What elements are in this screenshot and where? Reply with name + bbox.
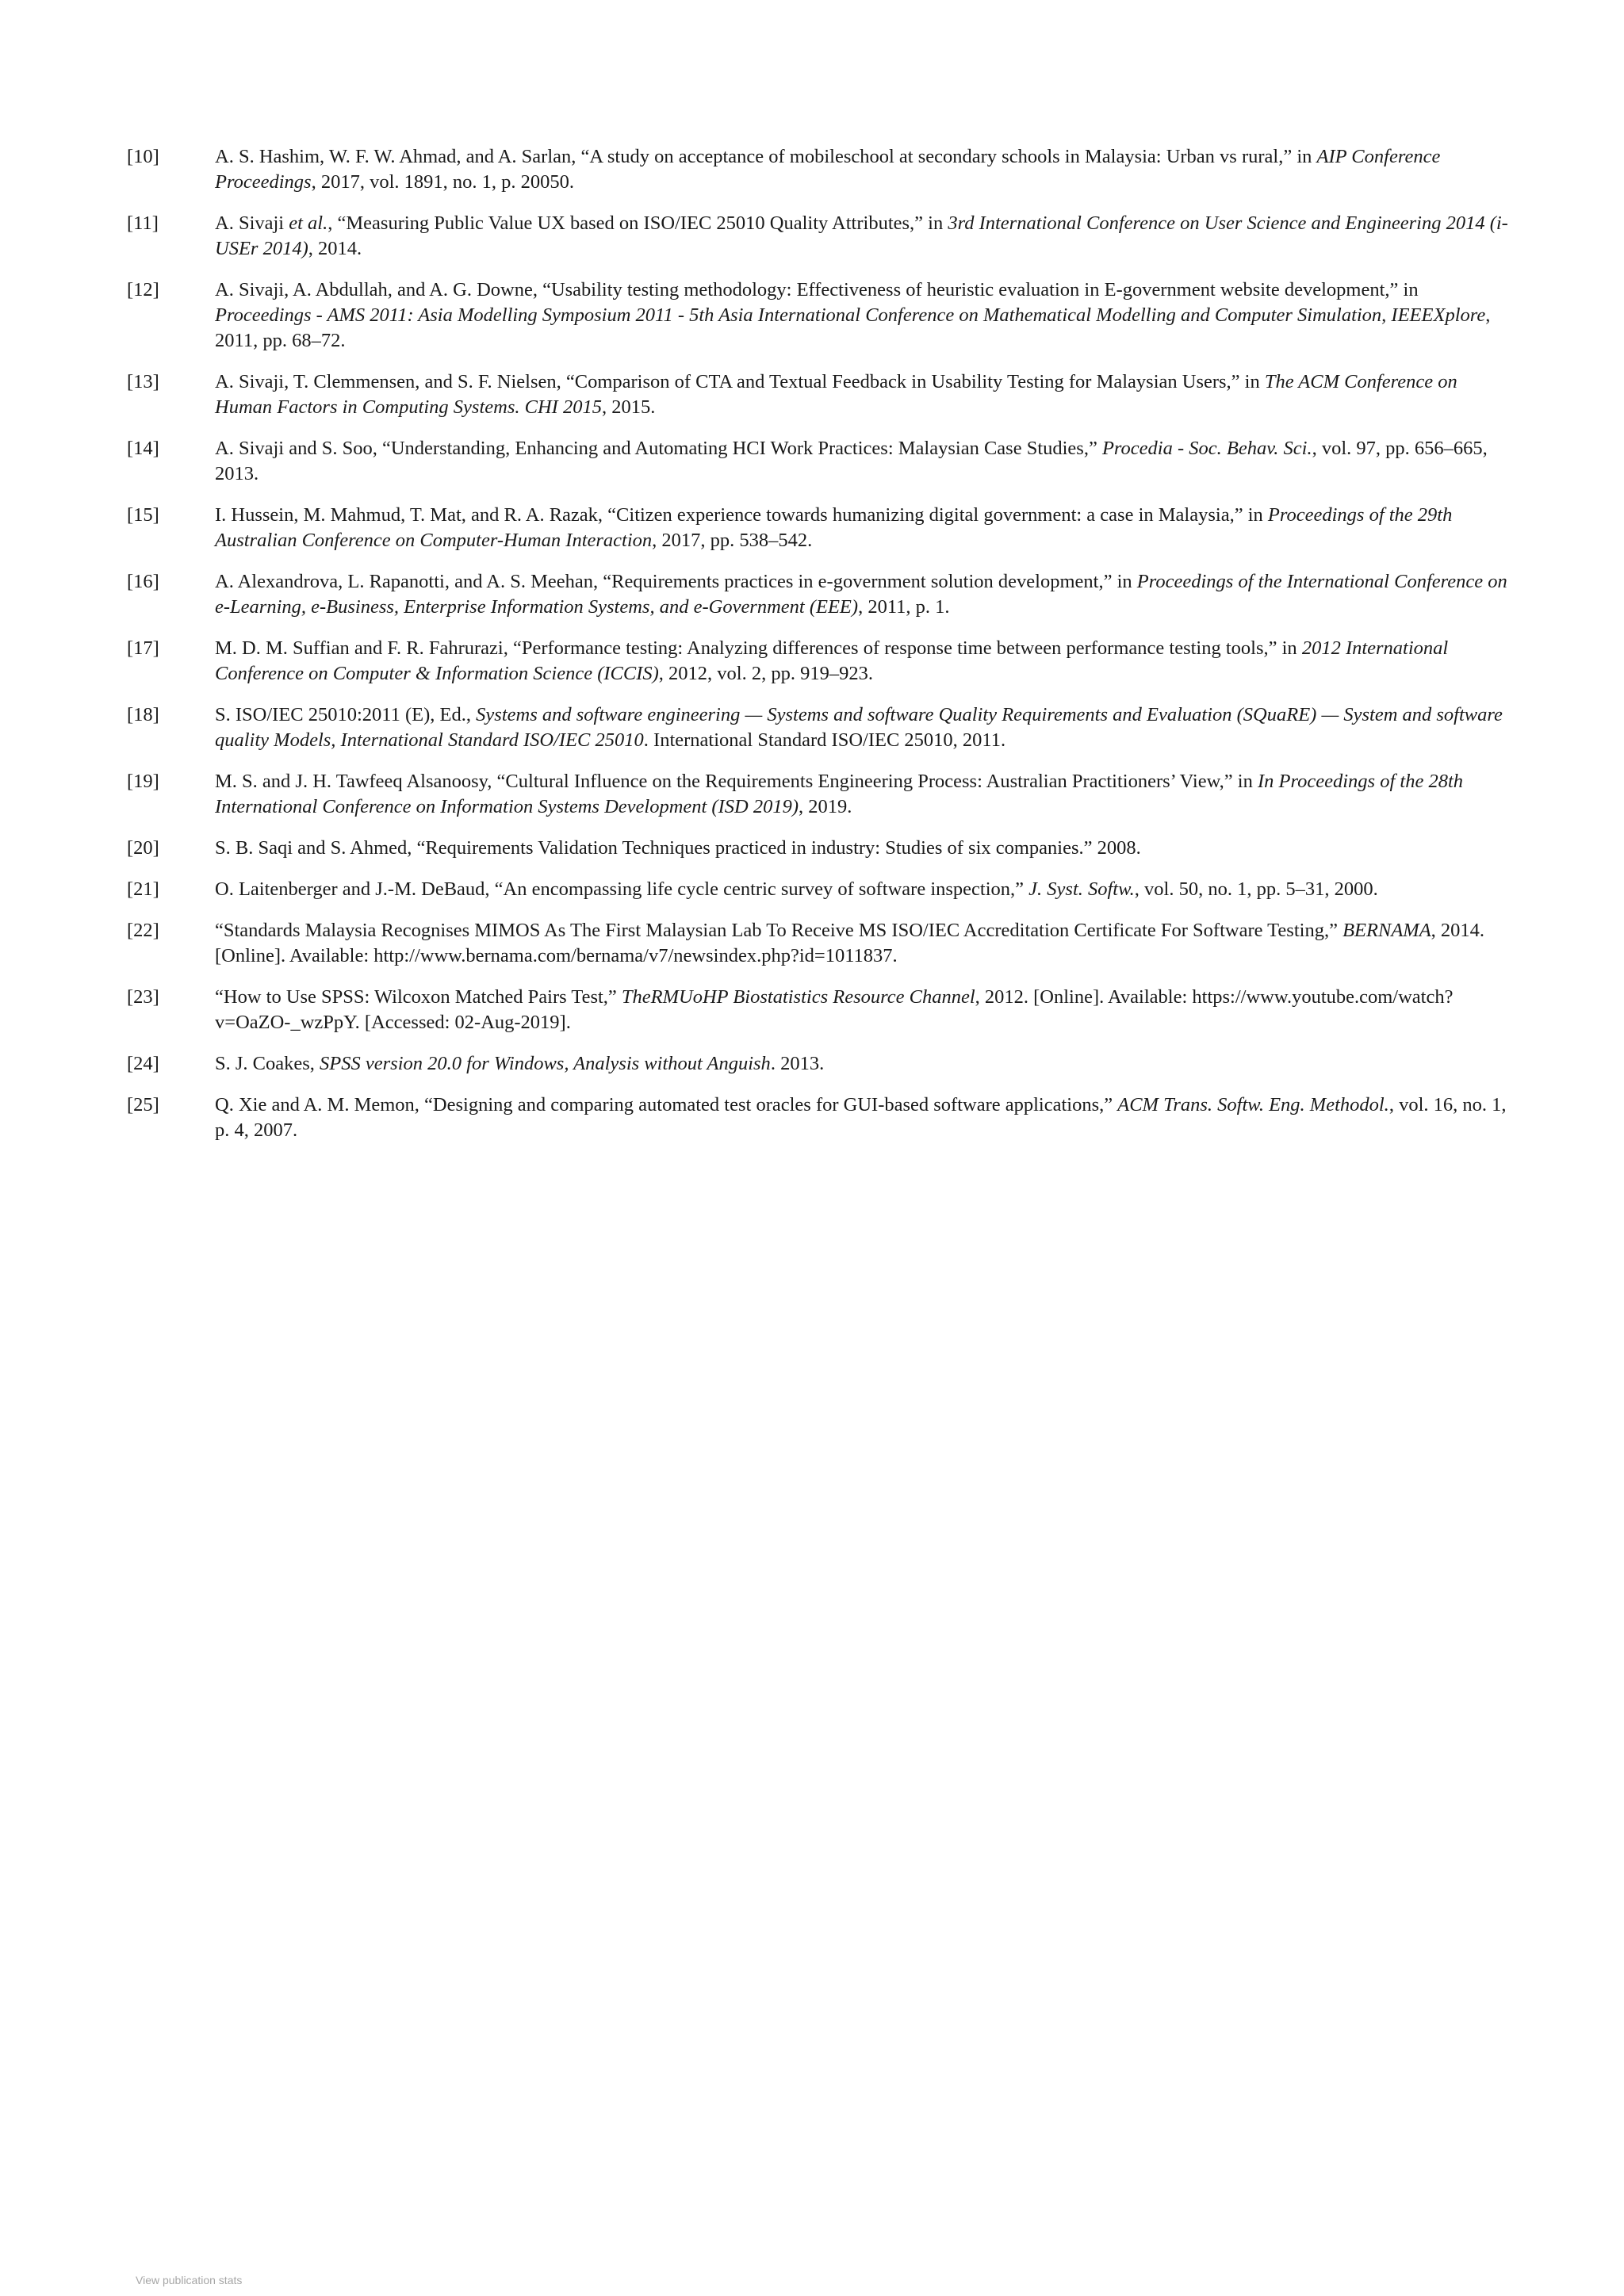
reference-text xyxy=(215,569,1511,620)
reference-text xyxy=(215,702,1511,753)
reference-segment: M. S. and J. H. Tawfeeq Alsanoosy, “Cultural Influence on the Requirements Engineering Process: Australian Practitioners’ View,” in xyxy=(215,771,1258,792)
reference-segment: A. Sivaji, T. Clemmensen, and S. F. Nielsen, “Comparison of CTA and Textual Feedback in Usability Testing for Malaysian Users,” in xyxy=(215,371,1265,392)
reference-number: [20] xyxy=(127,837,159,859)
reference-number: [12] xyxy=(127,279,159,300)
reference-segment: , 2019. xyxy=(798,796,852,817)
reference-segment: “How to Use SPSS: Wilcoxon Matched Pairs Test,” xyxy=(215,986,622,1008)
reference-text xyxy=(215,769,1511,820)
reference-number: [10] xyxy=(127,146,159,167)
reference-text xyxy=(215,1051,1511,1077)
reference-entry xyxy=(127,211,1511,262)
reference-number: [16] xyxy=(127,571,159,592)
reference-segment: A. S. Hashim, W. F. W. Ahmad, and A. Sarlan, “A study on acceptance of mobileschool at secondary schools in Malaysia: Urban vs rural,” in xyxy=(215,146,1317,167)
reference-entry xyxy=(127,1051,1511,1077)
reference-entry xyxy=(127,503,1511,553)
reference-italic-segment: AIP Conference Proceedings xyxy=(215,146,1441,193)
reference-segment: A. Sivaji xyxy=(215,212,289,234)
reference-entry xyxy=(127,836,1511,861)
reference-entry xyxy=(127,569,1511,620)
reference-entry xyxy=(127,769,1511,820)
reference-italic-segment: TheRMUoHP Biostatistics Resource Channel xyxy=(621,986,975,1008)
reference-segment: , 2011, pp. 68–72. xyxy=(215,304,1491,351)
reference-segment: S. J. Coakes, xyxy=(215,1053,320,1074)
reference-number: [14] xyxy=(127,438,159,459)
reference-segment: . International Standard ISO/IEC 25010, 2011. xyxy=(643,729,1006,751)
reference-segment: , 2017, vol. 1891, no. 1, p. 20050. xyxy=(311,171,574,193)
reference-entry xyxy=(127,985,1511,1035)
reference-segment: , 2017, pp. 538–542. xyxy=(652,530,813,551)
reference-segment: O. Laitenberger and J.-M. DeBaud, “An encompassing life cycle centric survey of software inspection,” xyxy=(215,878,1029,900)
reference-italic-segment: J. Syst. Softw. xyxy=(1028,878,1135,900)
reference-text xyxy=(215,211,1511,262)
reference-italic-segment: The ACM Conference on Human Factors in Computing Systems. CHI 2015 xyxy=(215,371,1457,418)
reference-segment: , 2014. [Online]. Available: http://www.bernama.com/bernama/v7/newsindex.php?id=1011837. xyxy=(215,920,1485,966)
reference-number: [15] xyxy=(127,504,159,526)
reference-text xyxy=(215,918,1511,969)
reference-segment: S. ISO/IEC 25010:2011 (E), Ed., xyxy=(215,704,477,725)
reference-entry xyxy=(127,636,1511,687)
reference-text xyxy=(215,1093,1511,1143)
reference-number: [23] xyxy=(127,986,159,1008)
reference-segment: , 2014. xyxy=(308,238,362,259)
reference-italic-segment: SPSS version 20.0 for Windows, Analysis without Anguish xyxy=(320,1053,771,1074)
reference-italic-segment: BERNAMA xyxy=(1342,920,1431,941)
reference-segment: I. Hussein, M. Mahmud, T. Mat, and R. A. Razak, “Citizen experience towards humanizing digital government: a case in Malaysia,” in xyxy=(215,504,1268,526)
reference-segment: , 2012, vol. 2, pp. 919–923. xyxy=(658,663,873,684)
reference-italic-segment: 2012 International Conference on Computer & Information Science (ICCIS) xyxy=(215,637,1449,684)
reference-italic-segment: Proceedings - AMS 2011: Asia Modelling Symposium 2011 - 5th Asia International Conference on Mathematical Modelling and Computer Simulation, IEEEXplore xyxy=(215,304,1486,326)
reference-entry xyxy=(127,436,1511,487)
reference-entry xyxy=(127,877,1511,902)
reference-italic-segment: Procedia - Soc. Behav. Sci. xyxy=(1101,438,1312,459)
reference-text xyxy=(215,369,1511,420)
reference-segment: A. Alexandrova, L. Rapanotti, and A. S. Meehan, “Requirements practices in e-government solution development,” in xyxy=(215,571,1137,592)
reference-segment: , vol. 50, no. 1, pp. 5–31, 2000. xyxy=(1134,878,1378,900)
reference-italic-segment: Proceedings of the International Conference on e-Learning, e-Business, Enterprise Information Systems, and e-Government (EEE) xyxy=(215,571,1507,618)
reference-segment: , 2012. [Online]. Available: https://www.youtube.com/watch?v=OaZO-_wzPpY. [Accessed: 02-Aug-2019]. xyxy=(215,986,1454,1033)
reference-number: [11] xyxy=(127,212,159,234)
reference-segment: M. D. M. Suffian and F. R. Fahrurazi, “Performance testing: Analyzing differences of response time between performance testing tools,” in xyxy=(215,637,1302,659)
reference-number: [18] xyxy=(127,704,159,725)
reference-italic-segment: Proceedings of the 29th Australian Conference on Computer-Human Interaction xyxy=(215,504,1453,551)
reference-text xyxy=(215,836,1511,861)
reference-entry xyxy=(127,918,1511,969)
reference-italic-segment: Systems and software engineering — Systems and software Quality Requirements and Evaluation (SQuaRE) — System and software quality Models, International Standard ISO/IEC 25010 xyxy=(215,704,1503,751)
reference-italic-segment: 3rd International Conference on User Science and Engineering 2014 (i-USEr 2014) xyxy=(215,212,1508,259)
reference-number: [21] xyxy=(127,878,159,900)
reference-text xyxy=(215,636,1511,687)
reference-entry xyxy=(127,702,1511,753)
reference-segment: A. Sivaji, A. Abdullah, and A. G. Downe, “Usability testing methodology: Effectiveness of heuristic evaluation in E-government website development,” in xyxy=(215,279,1419,300)
reference-segment: “Standards Malaysia Recognises MIMOS As The First Malaysian Lab To Receive MS ISO/IEC Accreditation Certificate For Software Testing,” xyxy=(215,920,1343,941)
reference-number: [13] xyxy=(127,371,159,392)
reference-segment: , 2015. xyxy=(601,396,656,418)
reference-number: [19] xyxy=(127,771,159,792)
reference-text xyxy=(215,503,1511,553)
reference-entry xyxy=(127,277,1511,354)
reference-entry xyxy=(127,1093,1511,1143)
reference-number: [25] xyxy=(127,1094,159,1115)
reference-text xyxy=(215,436,1511,487)
reference-text xyxy=(215,277,1511,354)
reference-text xyxy=(215,877,1511,902)
reference-entry xyxy=(127,144,1511,195)
reference-segment: Q. Xie and A. M. Memon, “Designing and comparing automated test oracles for GUI-based software applications,” xyxy=(215,1094,1118,1115)
reference-italic-segment: In Proceedings of the 28th International Conference on Information Systems Development (ISD 2019) xyxy=(215,771,1464,817)
reference-number: [22] xyxy=(127,920,159,941)
view-publication-stats-link[interactable]: View publication stats xyxy=(136,2274,243,2286)
reference-segment: , 2011, p. 1. xyxy=(858,596,950,618)
reference-list xyxy=(127,144,1511,1159)
reference-text xyxy=(215,985,1511,1035)
reference-segment: . 2013. xyxy=(770,1053,825,1074)
reference-italic-segment: ACM Trans. Softw. Eng. Methodol. xyxy=(1117,1094,1389,1115)
reference-segment: , vol. 97, pp. 656–665, 2013. xyxy=(215,438,1488,484)
reference-italic-segment: et al. xyxy=(289,212,328,234)
reference-number: [17] xyxy=(127,637,159,659)
reference-segment: S. B. Saqi and S. Ahmed, “Requirements Validation Techniques practiced in industry: Studies of six companies.” 2008. xyxy=(215,837,1141,859)
reference-number: [24] xyxy=(127,1053,159,1074)
reference-segment: , “Measuring Public Value UX based on ISO/IEC 25010 Quality Attributes,” in xyxy=(327,212,948,234)
reference-text xyxy=(215,144,1511,195)
reference-entry xyxy=(127,369,1511,420)
reference-segment: A. Sivaji and S. Soo, “Understanding, Enhancing and Automating HCI Work Practices: Malaysian Case Studies,” xyxy=(215,438,1102,459)
reference-segment: , vol. 16, no. 1, p. 4, 2007. xyxy=(215,1094,1507,1141)
